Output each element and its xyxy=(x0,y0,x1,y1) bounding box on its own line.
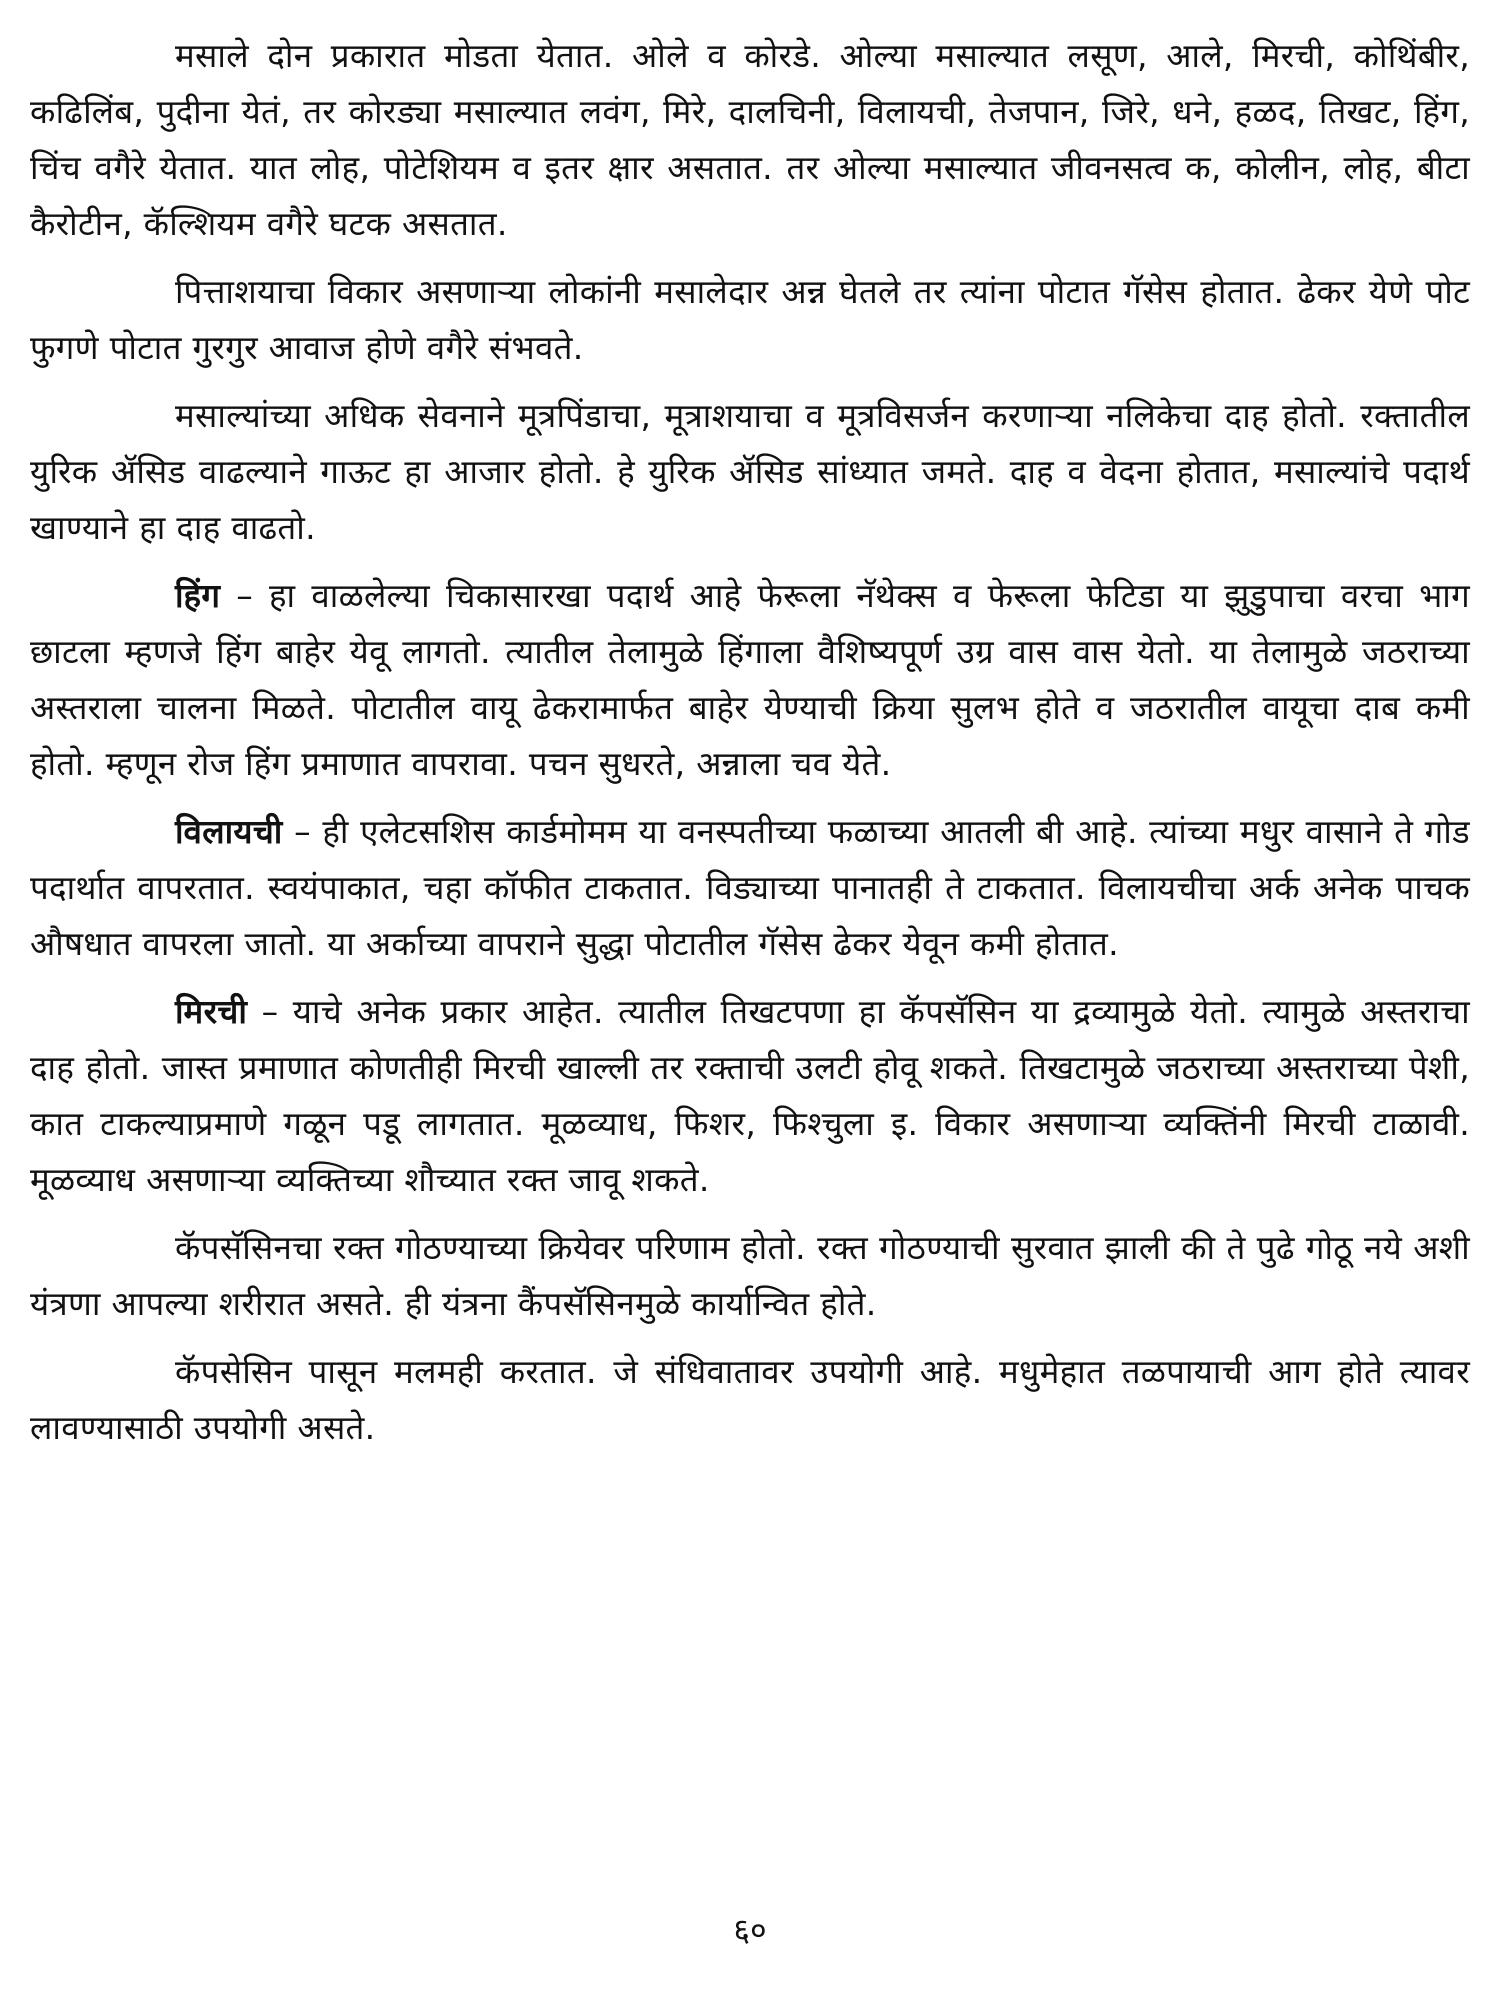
paragraph-spice-types xyxy=(30,28,1470,252)
paragraph-excess-spices xyxy=(30,388,1470,556)
paragraph-hing xyxy=(30,568,1470,792)
paragraph-text: कॅपसॅसिनचा रक्त गोठण्याच्या क्रियेवर परिणाम होतो. रक्त गोठण्याची सुरवात झाली की ते पुढे गोठू नये अशी यंत्रणा आपल्या शरीरात असते. ही यंत्रना कैंपसॅसिनमुळे कार्यान्वित होते. xyxy=(30,1228,1470,1323)
paragraph-text: – हा वाळलेल्या चिकासारखा पदार्थ आहे फेरूला नॅथेक्स व फेरूला फेटिडा या झुडुपाचा वरचा भाग छाटला म्हणजे हिंग बाहेर येवू लागतो. त्यातील तेलामुळे हिंगाला वैशिष्यपूर्ण उग्र वास वास येतो. या तेलामुळे जठराच्या अस्तराला चालना मिळते. पोटातील वायू ढेकरामार्फत बाहेर येण्याची क्रिया सुलभ होते व जठरातील वायूचा दाब कमी होतो. म्हणून रोज हिंग प्रमाणात वापरावा. पचन सुधरते, अन्नाला चव येते. xyxy=(30,576,1470,783)
term-vilaychi: विलायची xyxy=(175,812,283,851)
paragraph-vilaychi xyxy=(30,804,1470,972)
paragraph-text: पित्ताशयाचा विकार असणाऱ्या लोकांनी मसालेदार अन्न घेतले तर त्यांना पोटात गॅसेस होतात. ढेकर येणे पोट फुगणे पोटात गुरगुर आवाज होणे वगैरे संभवते. xyxy=(30,272,1470,367)
paragraph-capsaicin-blood xyxy=(30,1220,1470,1332)
paragraph-mirchi xyxy=(30,984,1470,1208)
term-mirchi: मिरची xyxy=(175,992,248,1031)
paragraph-text: मसाले दोन प्रकारात मोडता येतात. ओले व कोरडे. ओल्या मसाल्यात लसूण, आले, मिरची, कोथिंबीर, कढिलिंब, पुदीना येतं, तर कोरड्या मसाल्यात लवंग, मिरे, दालचिनी, विलायची, तेजपान, जिरे, धने, हळद, तिखट, हिंग, चिंच वगैरे येतात. यात लोह, पोटेशियम व इतर क्षार असतात. तर ओल्या मसाल्यात जीवनसत्व क, कोलीन, लोह, बीटा कैरोटीन, कॅल्शियम वगैरे घटक असतात. xyxy=(30,36,1470,243)
page-number: ६० xyxy=(733,1911,767,1949)
paragraph-text: – ही एलेटसशिस कार्डमोमम या वनस्पतीच्या फळाच्या आतली बी आहे. त्यांच्या मधुर वासाने ते गोड पदार्थात वापरतात. स्वयंपाकात, चहा कॉफीत टाकतात. विड्याच्या पानातही ते टाकतात. विलायचीचा अर्क अनेक पाचक औषधात वापरला जातो. या अर्काच्या वापराने सुद्धा पोटातील गॅसेस ढेकर येवून कमी होतात. xyxy=(30,812,1470,963)
paragraph-text: मसाल्यांच्या अधिक सेवनाने मूत्रपिंडाचा, मूत्राशयाचा व मूत्रविसर्जन करणाऱ्या नलिकेचा दाह होतो. रक्तातील युरिक ॲसिड वाढल्याने गाऊट हा आजार होतो. हे युरिक ॲसिड सांध्यात जमते. दाह व वेदना होतात, मसाल्यांचे पदार्थ खाण्याने हा दाह वाढतो. xyxy=(30,396,1470,547)
document-page xyxy=(30,28,1470,1973)
paragraph-gallbladder xyxy=(30,264,1470,376)
paragraph-capsaicin-ointment xyxy=(30,1344,1470,1456)
paragraph-text: – याचे अनेक प्रकार आहेत. त्यातील तिखटपणा हा कॅपसॅसिन या द्रव्यामुळे येतो. त्यामुळे अस्तराचा दाह होतो. जास्त प्रमाणात कोणतीही मिरची खाल्ली तर रक्ताची उलटी होवू शकते. तिखटामुळे जठराच्या अस्तराच्या पेशी, कात टाकल्याप्रमाणे गळून पडू लागतात. मूळव्याध, फिशर, फिश्चुला इ. विकार असणाऱ्या व्यक्तिंनी मिरची टाळावी. मूळव्याध असणाऱ्या व्यक्तिच्या शौच्यात रक्त जावू शकते. xyxy=(30,992,1470,1199)
paragraph-text: कॅपसेसिन पासून मलमही करतात. जे संधिवातावर उपयोगी आहे. मधुमेहात तळपायाची आग होते त्यावर लावण्यासाठी उपयोगी असते. xyxy=(30,1352,1470,1447)
term-hing: हिंग xyxy=(175,576,221,615)
